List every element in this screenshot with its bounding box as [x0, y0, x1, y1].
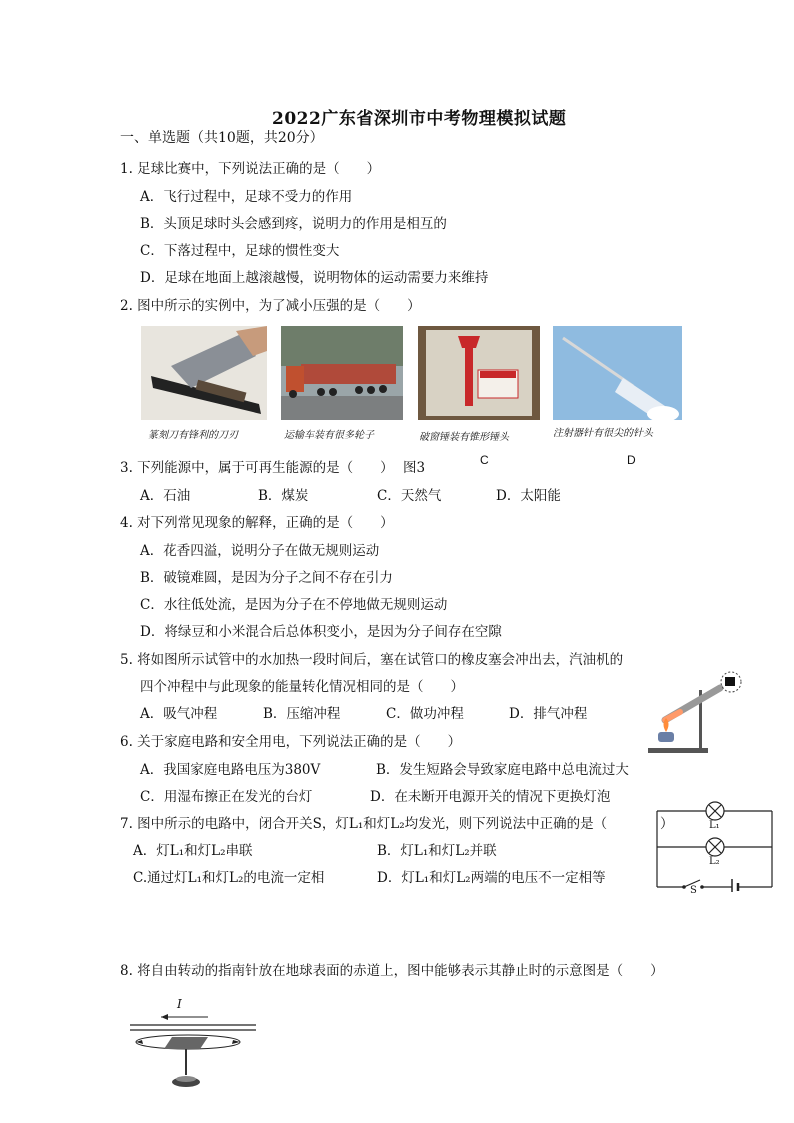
q5-option-a: A．吸气冲程 [140, 706, 218, 722]
q1-option-a: A．飞行过程中，足球不受力的作用 [140, 189, 353, 205]
q1-option-d: D．足球在地面上越滚越慢，说明物体的运动需要力来维持 [140, 270, 489, 286]
q3-option-d: D．太阳能 [496, 488, 561, 504]
q5-option-b: B．压缩冲程 [263, 706, 341, 722]
window-breaker-image [418, 326, 540, 420]
question-5-stem-line1: 5. 将如图所示试管中的水加热一段时间后，塞在试管口的橡皮塞会冲出去，汽油机的 [120, 652, 624, 668]
q4-option-d: D．将绿豆和小米混合后总体积变小，是因为分子间存在空隙 [140, 624, 502, 640]
figure-3-label: 图3 [403, 460, 426, 476]
q7-option-b: B．灯L₁和灯L₂并联 [377, 843, 497, 859]
carving-knife-image [141, 326, 267, 420]
q6-option-b: B．发生短路会导致家庭电路中总电流过大 [376, 762, 629, 778]
q5-option-d: D．排气冲程 [509, 706, 588, 722]
page-title: 2022广东省深圳市中考物理模拟试题 [272, 109, 567, 129]
question-7-paren-close: ） [660, 816, 674, 832]
question-7-stem: 7. 图中所示的电路中，闭合开关S，灯L₁和灯L₂均发光，则下列说法中正确的是（ [120, 816, 608, 832]
caption-carving-knife: 篆刻刀有锋利的刀刃 [148, 430, 238, 441]
question-4-stem: 4. 对下列常见现象的解释，正确的是（ ） [120, 515, 394, 531]
question-1-stem: 1. 足球比赛中，下列说法正确的是（ ） [120, 161, 381, 177]
caption-syringe: 注射器针有很尖的针头 [553, 428, 653, 439]
q1-option-c: C．下落过程中，足球的惯性变大 [140, 243, 340, 259]
q5-option-c: C．做功冲程 [386, 706, 464, 722]
question-3-stem: 3. 下列能源中，属于可再生能源的是（ ） [120, 460, 394, 476]
switch-s-label: S [690, 885, 697, 896]
q3-option-a: A．石油 [140, 488, 191, 504]
q4-option-b: B．破镜难圆，是因为分子之间不存在引力 [140, 570, 393, 586]
caption-window-breaker: 破窗锤装有锥形锤头 [419, 432, 509, 443]
section-heading: 一、单选题（共10题，共20分） [120, 130, 324, 146]
circuit-diagram [652, 797, 777, 892]
q7-option-d: D．灯L₁和灯L₂两端的电压不一定相等 [377, 870, 606, 886]
question-2-stem: 2. 图中所示的实例中，为了减小压强的是（ ） [120, 298, 421, 314]
q3-option-c: C．天然气 [377, 488, 442, 504]
current-label: I [177, 997, 182, 1011]
syringe-image [553, 326, 682, 420]
q4-option-a: A．花香四溢，说明分子在做无规则运动 [140, 543, 380, 559]
question-5-stem-line2: 四个冲程中与此现象的能量转化情况相同的是（ ） [140, 679, 464, 695]
q6-option-d: D．在未断开电源开关的情况下更换灯泡 [370, 789, 611, 805]
image-label-c: C [480, 453, 489, 467]
lamp-l1-label: L₁ [709, 820, 720, 831]
q7-option-c: C.通过灯L₁和灯L₂的电流一定相 [133, 870, 325, 886]
q6-option-c: C．用湿布擦正在发光的台灯 [140, 789, 313, 805]
compass-wire-figure [128, 995, 258, 1095]
lamp-l2-label: L₂ [709, 856, 720, 867]
question-8-stem: 8. 将自由转动的指南针放在地球表面的赤道上，图中能够表示其静止时的示意图是（ ） [120, 963, 664, 979]
test-tube-figure [645, 660, 760, 755]
q4-option-c: C．水往低处流，是因为分子在不停地做无规则运动 [140, 597, 448, 613]
caption-truck: 运输车装有很多轮子 [284, 430, 374, 441]
question-6-stem: 6. 关于家庭电路和安全用电，下列说法正确的是（ ） [120, 734, 462, 750]
q7-option-a: A．灯L₁和灯L₂串联 [133, 843, 253, 859]
q3-option-b: B．煤炭 [258, 488, 309, 504]
q1-option-b: B．头顶足球时头会感到疼，说明力的作用是相互的 [140, 216, 447, 232]
image-label-d: D [627, 453, 636, 467]
truck-image [281, 326, 403, 420]
q6-option-a: A．我国家庭电路电压为380V [140, 762, 321, 778]
